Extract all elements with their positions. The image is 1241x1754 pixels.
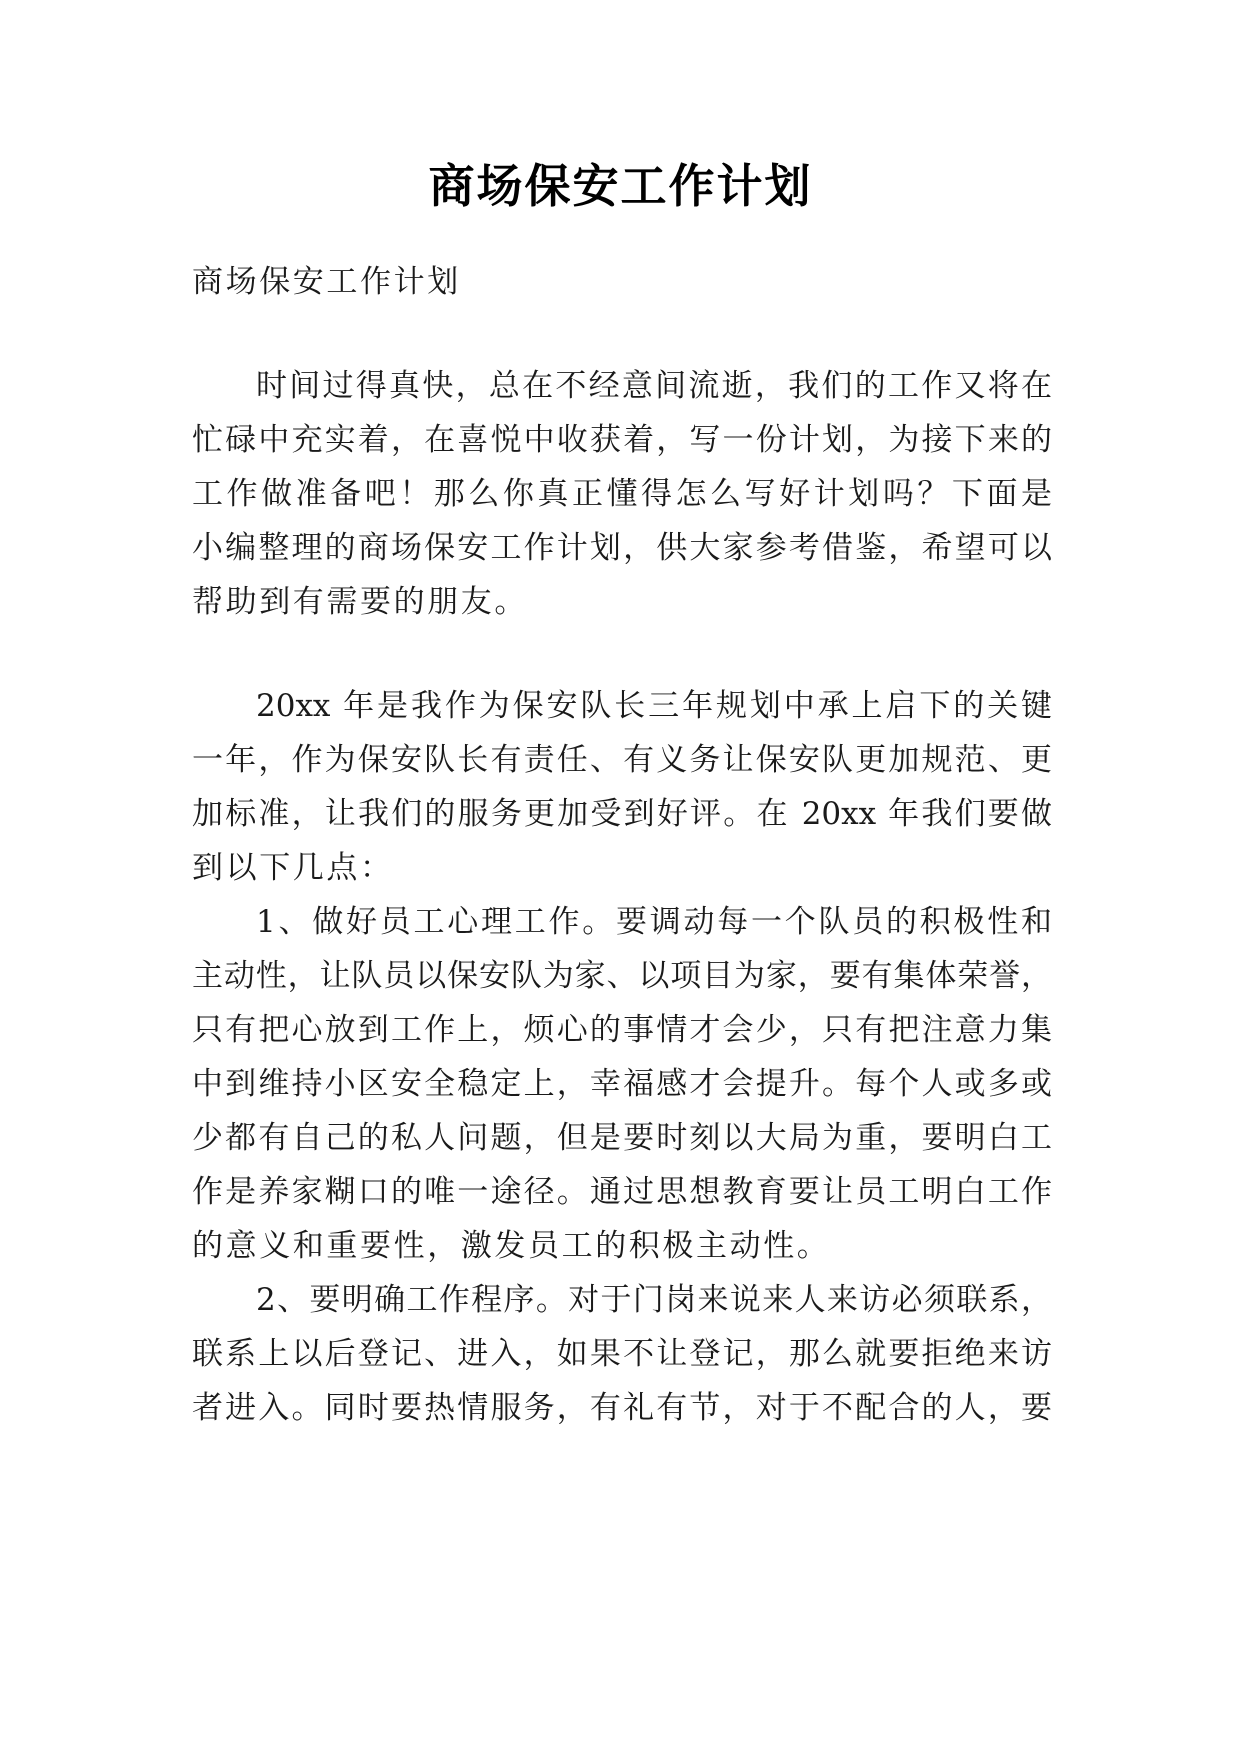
paragraph-line: 主动性，让队员以保安队为家、以项目为家，要有集体荣誉， — [192, 958, 1052, 994]
paragraph-line: 少都有自己的私人问题，但是要时刻以大局为重，要明白工 — [192, 1120, 1052, 1156]
paragraph-line: 帮助到有需要的朋友。 — [192, 584, 528, 620]
paragraph-line: 的意义和重要性，激发员工的积极主动性。 — [192, 1228, 831, 1264]
paragraph-line: 中到维持小区安全稳定上，幸福感才会提升。每个人或多或 — [192, 1066, 1052, 1102]
paragraph-line: 一年，作为保安队长有责任、有义务让保安队更加规范、更 — [192, 742, 1052, 778]
paragraph-line: 2、要明确工作程序。对于门岗来说来人来访必须联系， — [256, 1282, 1052, 1318]
paragraph-line: 工作做准备吧！那么你真正懂得怎么写好计划吗？下面是 — [192, 476, 1052, 512]
paragraph-line: 忙碌中充实着，在喜悦中收获着，写一份计划，为接下来的 — [192, 422, 1052, 458]
paragraph-line: 联系上以后登记、进入，如果不让登记，那么就要拒绝来访 — [192, 1336, 1052, 1372]
paragraph-line: 只有把心放到工作上，烦心的事情才会少，只有把注意力集 — [192, 1012, 1052, 1048]
paragraph-line: 20xx 年是我作为保安队长三年规划中承上启下的关键 — [256, 688, 1052, 724]
paragraph-line: 小编整理的商场保安工作计划，供大家参考借鉴，希望可以 — [192, 530, 1052, 566]
paragraph-line: 加标准，让我们的服务更加受到好评。在 20xx 年我们要做 — [192, 796, 1052, 832]
paragraph-line: 时间过得真快，总在不经意间流逝，我们的工作又将在 — [256, 368, 1052, 404]
paragraph-line: 者进入。同时要热情服务，有礼有节，对于不配合的人，要 — [192, 1390, 1052, 1426]
paragraph-line: 1、做好员工心理工作。要调动每一个队员的积极性和 — [256, 904, 1052, 940]
paragraph-line: 到以下几点： — [192, 850, 394, 886]
document-title: 商场保安工作计划 — [428, 159, 813, 213]
document-subtitle: 商场保安工作计划 — [192, 264, 461, 300]
paragraph-line: 作是养家糊口的唯一途径。通过思想教育要让员工明白工作 — [192, 1174, 1052, 1210]
